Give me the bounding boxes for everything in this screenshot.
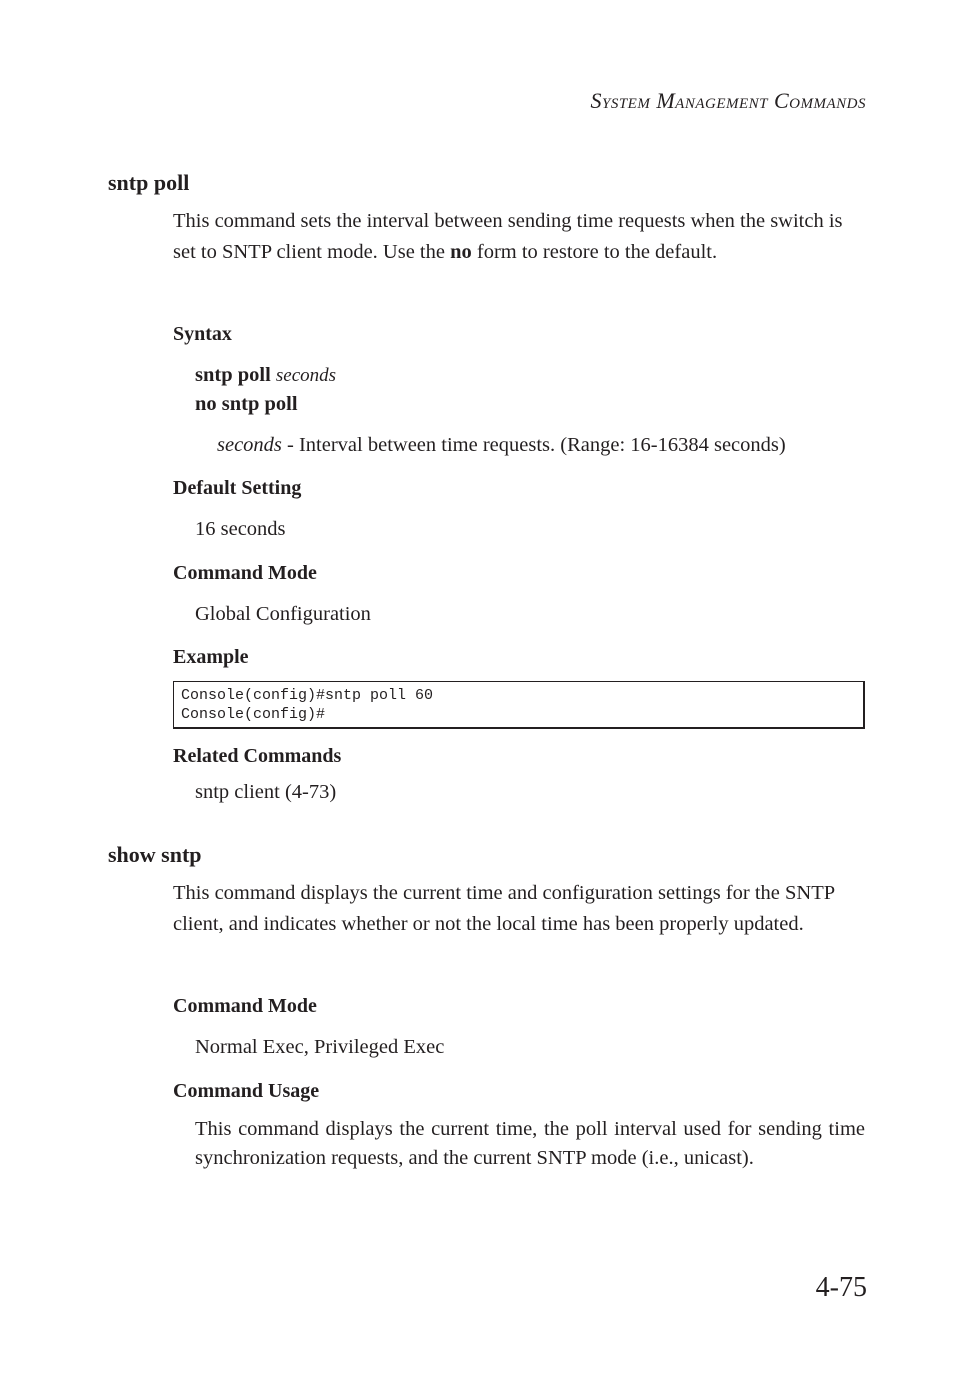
code-line: Console(config)# (181, 706, 326, 723)
command-mode-value: Global Configuration (195, 603, 371, 625)
related-commands-value: sntp client (4-73) (195, 781, 337, 803)
command-mode-value: Normal Exec, Privileged Exec (195, 1036, 445, 1058)
command-usage-heading: Command Usage (173, 1080, 320, 1102)
syntax-command: sntp poll (195, 364, 271, 386)
command-mode-heading: Command Mode (173, 562, 317, 584)
sntp-poll-description (173, 206, 868, 268)
related-commands-heading: Related Commands (173, 745, 342, 767)
syntax-no-line: no sntp poll (195, 393, 298, 415)
parameter-name: seconds (217, 434, 282, 456)
default-setting-value: 16 seconds (195, 518, 286, 540)
syntax-heading: Syntax (173, 323, 232, 345)
example-code-block (173, 681, 865, 729)
example-heading: Example (173, 646, 249, 668)
page-number: 4-75 (815, 1272, 867, 1303)
parameter-description (217, 434, 786, 457)
desc-text: This command sets the interval between sending time requests when the switch is set to SNTP client mode. Use the (173, 210, 843, 263)
command-title-show-sntp: show sntp (108, 842, 202, 867)
syntax-line (195, 364, 336, 387)
desc-text-end: form to restore to the default. (471, 241, 718, 263)
command-usage-text: This command displays the current time, the poll interval used for sending time synchronization requests, and the current SNTP mode (i.e., unicast). (195, 1118, 865, 1169)
desc-no-keyword: no (450, 241, 472, 263)
default-setting-heading: Default Setting (173, 477, 302, 499)
parameter-text: - Interval between time requests. (Range: 16-16384 seconds) (281, 434, 786, 456)
running-head: System Management Commands (590, 88, 866, 113)
command-mode-heading: Command Mode (173, 995, 317, 1017)
command-title-sntp-poll: sntp poll (108, 170, 190, 195)
code-line: Console(config)#sntp poll 60 (181, 687, 434, 704)
show-sntp-description: This command displays the current time and configuration settings for the SNTP client, and indicates whether or not the local time has been properly updated. (173, 882, 835, 935)
syntax-argument: seconds (275, 365, 337, 386)
